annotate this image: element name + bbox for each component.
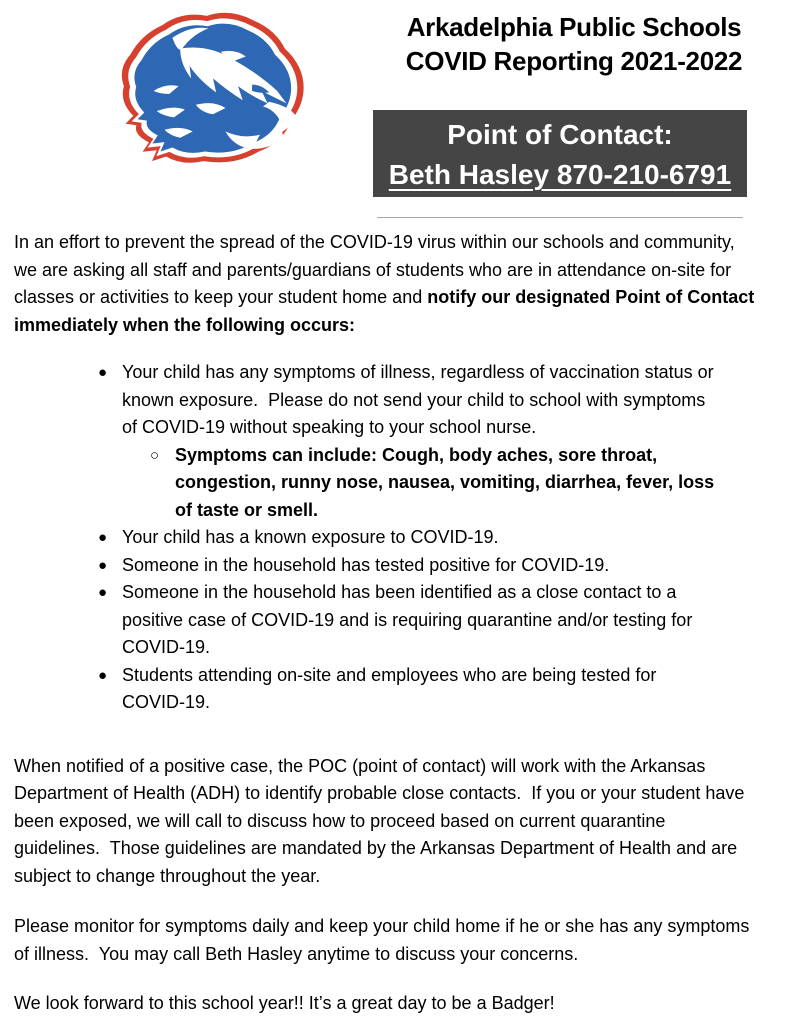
text-line: Department of Health (ADH) to identify probable close contacts. If you or your student have <box>14 783 745 803</box>
text-line: COVID-19. <box>122 637 211 657</box>
text-line: congestion, runny nose, nausea, vomiting, diarrhea, fever, loss <box>175 472 715 492</box>
text-line: of COVID-19 without speaking to your school nurse. <box>122 417 537 437</box>
body-paragraphs <box>14 753 800 1018</box>
title-line-1: Arkadelphia Public Schools <box>406 12 742 42</box>
point-of-contact-box <box>373 110 747 197</box>
document-body <box>14 229 800 1018</box>
bullet-icon: ● <box>98 666 108 684</box>
text-line: Students attending on-site and employees who are being tested for <box>122 664 657 685</box>
paragraph <box>14 913 800 968</box>
text-segment: notify our designated Point of Contact <box>427 287 755 307</box>
text-line: Please monitor for symptoms daily and keep your child home if he or she has any symptoms <box>14 916 750 936</box>
text-line: subject to change throughout the year. <box>14 865 321 886</box>
bullet-text <box>122 579 692 662</box>
text-line: Your child has any symptoms of illness, regardless of vaccination status or <box>122 362 714 382</box>
text-line: Someone in the household has been identified as a close contact to a <box>122 582 677 602</box>
bullet-item <box>14 662 800 717</box>
intro-paragraph <box>14 229 800 339</box>
text-line <box>14 284 800 312</box>
text-line: of illness. You may call Beth Hasley anytime to discuss your concerns. <box>14 943 579 964</box>
bullet-item <box>14 442 800 525</box>
text-line <box>14 312 800 340</box>
text-line: Symptoms can include: Cough, body aches, sore throat, <box>175 444 658 465</box>
bullet-text <box>122 552 609 580</box>
bullet-icon: ● <box>98 364 108 381</box>
text-segment: immediately when the following occurs: <box>14 314 356 335</box>
bullet-item <box>14 359 800 442</box>
text-line <box>14 257 800 285</box>
poc-contact: Beth Hasley 870-210-6791 <box>388 159 732 190</box>
poc-label: Point of Contact: <box>447 119 673 150</box>
bullet-text <box>175 442 714 525</box>
bullet-list <box>14 359 800 717</box>
bullet-text <box>122 662 656 717</box>
text-segment: In an effort to prevent the spread of the COVID-19 virus within our schools and community, <box>14 232 735 252</box>
text-line: COVID-19. <box>122 692 211 712</box>
sub-bullet-icon: ○ <box>150 446 160 464</box>
bullet-item <box>14 579 800 662</box>
divider-line <box>377 217 743 218</box>
text-segment: classes or activities to keep your student home and <box>14 287 428 307</box>
text-line <box>14 229 800 257</box>
text-line: We look forward to this school year!! It’s a great day to be a Badger! <box>14 993 555 1013</box>
bullet-text <box>122 359 714 442</box>
text-line: of taste or smell. <box>175 499 319 520</box>
text-line: Someone in the household has tested positive for COVID-19. <box>122 554 610 575</box>
text-line: been exposed, we will call to discuss how to proceed based on current quarantine <box>14 810 666 831</box>
text-segment: we are asking all staff and parents/guardians of students who are in attendance on-site for <box>14 259 732 280</box>
document-title <box>388 10 760 78</box>
bullet-icon: ● <box>98 584 108 601</box>
bullet-item <box>14 552 800 580</box>
paragraph <box>14 753 800 891</box>
text-line: Your child has a known exposure to COVID-19. <box>122 527 499 547</box>
bullet-icon: ● <box>98 556 108 574</box>
text-line: known exposure. Please do not send your child to school with symptoms <box>122 389 706 410</box>
title-line-2: COVID Reporting 2021-2022 <box>405 46 743 76</box>
text-line: positive case of COVID-19 and is requiring quarantine and/or testing for <box>122 609 693 630</box>
bullet-text <box>122 524 499 552</box>
badger-logo-icon <box>102 8 324 176</box>
text-line: guidelines. Those guidelines are mandated by the Arkansas Department of Health and are <box>14 838 738 858</box>
paragraph <box>14 990 800 1018</box>
bullet-item <box>14 524 800 552</box>
bullet-icon: ● <box>98 529 108 546</box>
text-line: When notified of a positive case, the POC (point of contact) will work with the Arkansas <box>14 755 706 776</box>
